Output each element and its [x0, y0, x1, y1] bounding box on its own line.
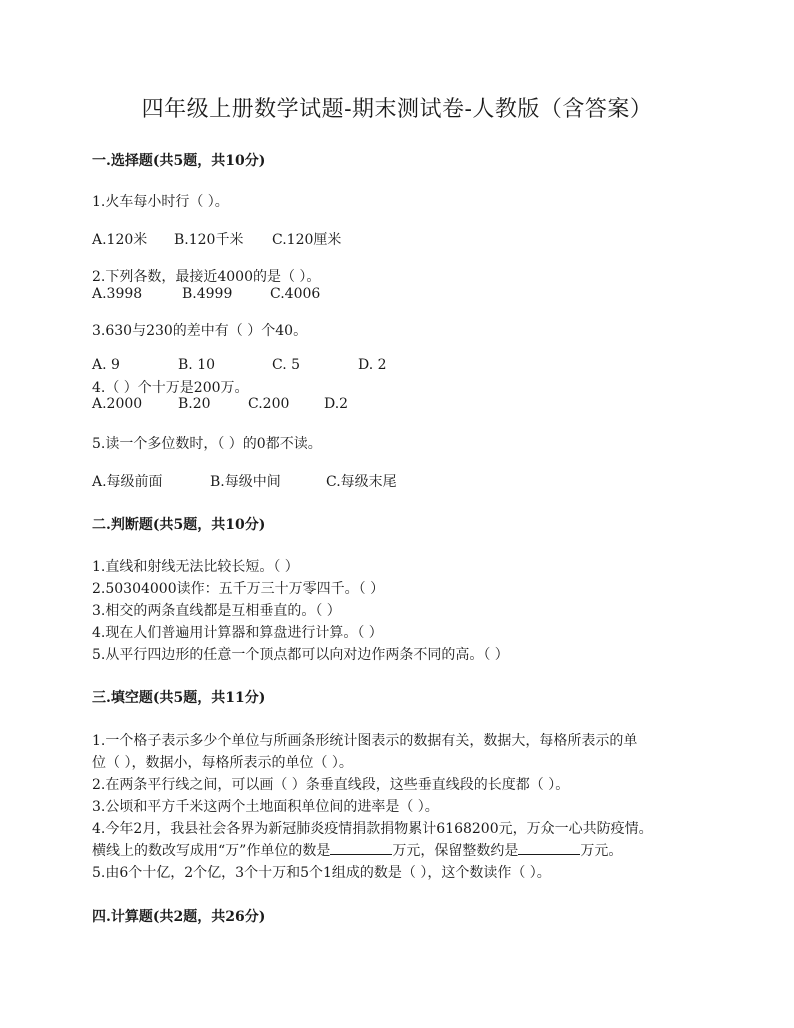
option-a: A.3998 [92, 286, 143, 302]
option-d: D.2 [324, 396, 349, 412]
judge-item: 4.现在人们普遍用计算器和算盘进行计算。（ ） [92, 625, 383, 641]
option-c: C.4006 [270, 286, 321, 302]
option-a: A.每级前面 [92, 474, 163, 490]
answer-blank[interactable] [518, 842, 580, 855]
fill-line: 4.今年2月，我县社会各界为新冠肺炎疫情捐款捐物累计6168200元，万众一心共防疫情。 [92, 821, 653, 837]
page-title: 四年级上册数学试题-期末测试卷-人教版（含答案） [141, 97, 653, 122]
answer-blank[interactable] [330, 842, 392, 855]
fill-text: 横线上的数改写成用“万”作单位的数是 [92, 843, 331, 859]
option-c: C. 5 [272, 357, 301, 373]
option-b: B.每级中间 [210, 474, 281, 490]
section-heading-judge: 二.判断题(共5题，共10分) [92, 517, 266, 533]
fill-line-with-blanks [92, 840, 622, 860]
option-a: A. 9 [92, 357, 120, 373]
judge-item: 2.50304000读作：五千万三十万零四千。（ ） [92, 581, 385, 597]
fill-text: 万元。 [580, 843, 623, 859]
question-text: 5.读一个多位数时，（ ）的0都不读。 [92, 436, 322, 452]
option-d: D. 2 [358, 357, 387, 373]
option-b: B.20 [178, 396, 211, 412]
question-text: 4.（ ）个十万是200万。 [92, 380, 249, 396]
section-heading-choice: 一.选择题(共5题，共10分) [92, 153, 266, 169]
option-b: B.4999 [182, 286, 233, 302]
fill-line: 3.公顷和平方千米这两个土地面积单位间的进率是（ ）。 [92, 799, 439, 815]
fill-line: 1.一个格子表示多少个单位与所画条形统计图表示的数据有关，数据大，每格所表示的单 [92, 733, 638, 749]
section-heading-calc: 四.计算题(共2题，共26分) [92, 909, 266, 925]
judge-item: 5.从平行四边形的任意一个顶点都可以向对边作两条不同的高。（ ） [92, 647, 509, 663]
fill-line: 2.在两条平行线之间，可以画（ ）条垂直线段，这些垂直线段的长度都（ ）。 [92, 777, 570, 793]
option-c: C.200 [248, 396, 290, 412]
option-c: C.120厘米 [272, 232, 342, 248]
option-b: B.120千米 [174, 232, 244, 248]
option-a: A.2000 [92, 396, 143, 412]
question-text: 1.火车每小时行（ ）。 [92, 194, 229, 210]
fill-line: 5.由6个十亿，2个亿，3个十万和5个1组成的数是（ ），这个数读作（ ）。 [92, 865, 551, 881]
question-text: 3.630与230的差中有（ ）个40。 [92, 323, 308, 339]
option-b: B. 10 [178, 357, 216, 373]
judge-item: 3.相交的两条直线都是互相垂直的。（ ） [92, 603, 341, 619]
fill-text: 万元，保留整数约是 [392, 843, 519, 859]
section-heading-fill: 三.填空题(共5题，共11分) [92, 690, 266, 706]
option-a: A.120米 [92, 232, 148, 248]
option-c: C.每级末尾 [326, 474, 397, 490]
question-text: 2.下列各数，最接近4000的是（ ）。 [92, 269, 321, 285]
fill-line: 位（ ），数据小，每格所表示的单位（ ）。 [92, 755, 353, 771]
judge-item: 1.直线和射线无法比较长短。（ ） [92, 559, 299, 575]
